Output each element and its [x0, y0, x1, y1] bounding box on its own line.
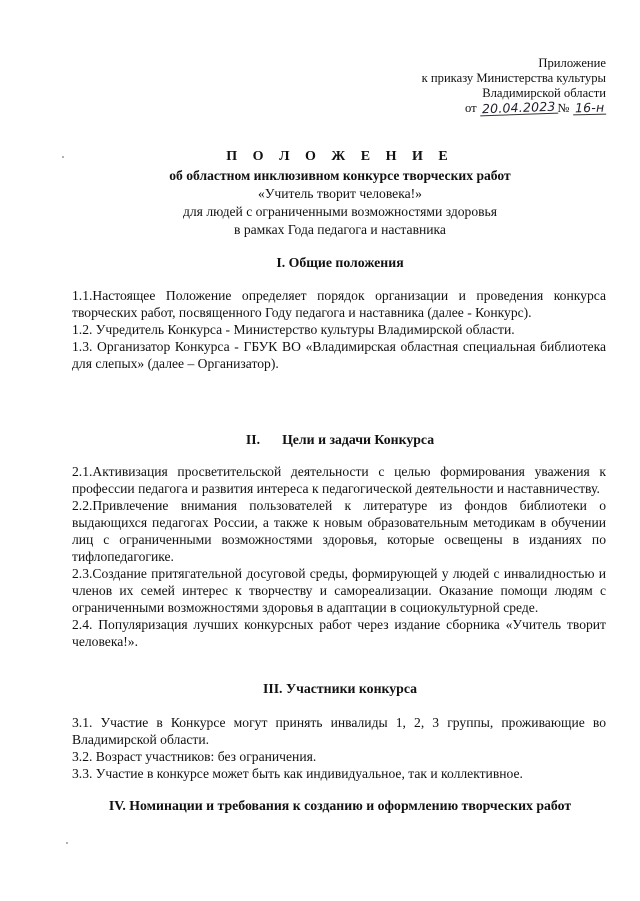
section-heading-2-text: Цели и задачи Конкурса — [282, 432, 435, 447]
paragraph: 1.3. Организатор Конкурса - ГБУК ВО «Владимирская областная специальная библиотека для слепых» (далее – Организатор). — [72, 339, 606, 371]
document-title — [60, 148, 620, 239]
handwritten-date: 20.04.2023 — [481, 98, 556, 117]
title-context: в рамках Года педагога и наставника — [234, 222, 446, 237]
handwritten-number: 16-н — [574, 99, 605, 116]
title-main: П О Л О Ж Е Н И Е — [226, 149, 454, 164]
paragraph: 3.3. Участие в конкурсе может быть как индивидуальное, так и коллективное. — [72, 766, 523, 781]
appendix-block — [346, 56, 606, 116]
section-heading-1: I. Общие положения — [276, 255, 404, 270]
paragraph: 2.4. Популяризация лучших конкурсных работ через издание сборника «Учитель творит человека!». — [72, 617, 606, 649]
section-body-3 — [72, 714, 606, 782]
number-sign: № — [557, 101, 570, 115]
paragraph: 3.2. Возраст участников: без ограничения. — [72, 749, 317, 764]
title-audience: для людей с ограниченными возможностями здоровья — [182, 204, 498, 219]
paragraph: 2.1.Активизация просветительской деятельности с целью формирования уважения к профессии педагога и развития интереса к педагогической деятельности и наставничеству. — [72, 464, 606, 496]
section-body-2 — [72, 463, 606, 650]
paragraph: 1.1.Настоящее Положение определяет порядок организации и проведения конкурса творческих работ, посвященного Году педагога и наставника (далее - Конкурс). — [72, 288, 606, 320]
date-prefix: от — [465, 101, 477, 115]
appendix-date-line — [346, 98, 606, 117]
section-body-1 — [72, 287, 606, 372]
appendix-label: Приложение — [538, 56, 606, 70]
section-heading-2 — [60, 431, 620, 449]
paragraph: 2.2.Привлечение внимания пользователей к литературе из фондов библиотеки о выдающихся педагогах России, а также к новым образовательным методикам в обучении лиц с ограниченными возможностями здоровья, которые освещены в изданиях по тифлопедагогике. — [72, 498, 606, 564]
title-contest-name: «Учитель творит человека!» — [258, 186, 422, 201]
section-heading-3: III. Участники конкурса — [262, 681, 418, 696]
title-subtitle: об областном инклюзивном конкурсе творческих работ — [169, 168, 511, 183]
appendix-region: Владимирской области — [482, 86, 606, 100]
section-heading-4: IV. Номинации и требования к созданию и оформлению творческих работ — [108, 798, 572, 813]
scan-speck — [62, 156, 64, 158]
paragraph: 2.3.Создание притягательной досуговой среды, формирующей у людей с инвалидностью и членов их семей интерес к творчеству и самореализации. Оказание помощи людям с ограниченными возможностями здоровья в адаптации в социокультурной среде. — [72, 566, 606, 615]
scan-speck — [66, 842, 68, 844]
paragraph: 1.2. Учредитель Конкурса - Министерство культуры Владимирской области. — [72, 322, 515, 337]
appendix-order-ref: к приказу Министерства культуры — [421, 71, 606, 85]
section-heading-2-number: II. — [245, 432, 261, 447]
paragraph: 3.1. Участие в Конкурсе могут принять инвалиды 1, 2, 3 группы, проживающие во Владимирской области. — [72, 715, 606, 747]
